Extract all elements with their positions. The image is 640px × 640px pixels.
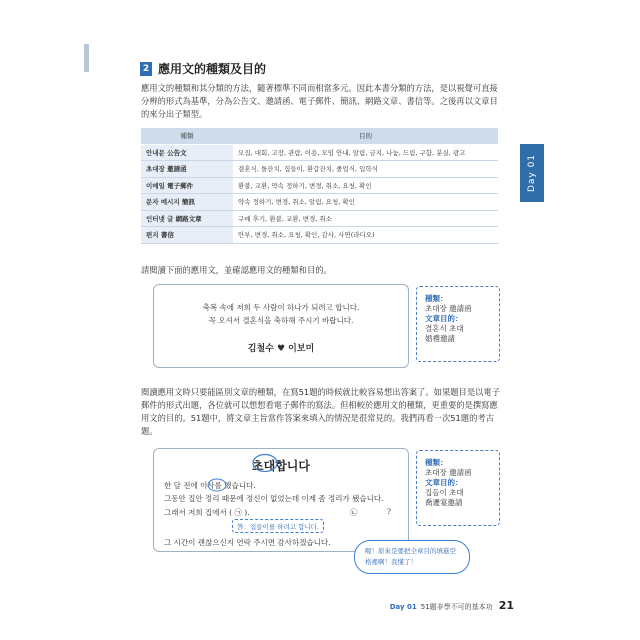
example2-blank-mark-2: ㉡ (350, 508, 358, 517)
example1-card (153, 284, 409, 368)
table-header-row (141, 128, 498, 144)
annotation-type-label: 種類： (425, 294, 448, 303)
speech-bubble: 喔！原來是要把全章目的填進空格裡啊！我懂了！ (354, 540, 470, 574)
line1-circle-mark (207, 478, 227, 492)
page-margin-mark (84, 44, 89, 72)
example2-line2: 그동안 집안 정리 때문에 정신이 없었는데 이제 좀 정리가 됐습니다. (164, 494, 384, 503)
section-title: 應用文的種類及目的 (158, 62, 267, 76)
example2-annotation (416, 450, 500, 526)
table-row (141, 210, 498, 227)
footer-text: 51題非學不可的基本功 (420, 603, 493, 611)
annotation-purpose-value-zh: 喬遷宴邀請 (425, 498, 463, 507)
example2-card (153, 448, 409, 552)
annotation-purpose-label: 文章目的： (425, 478, 463, 487)
title-circle-mark (252, 453, 278, 473)
section-number: 2 (140, 62, 152, 76)
annotation-purpose-value-zh: 婚禮邀請 (425, 334, 455, 343)
page-footer (390, 599, 514, 612)
table-cell-type: 초대장 邀請函 (141, 161, 233, 178)
table-cell-type: 편지 書信 (141, 227, 233, 244)
annotation-purpose-value-ko: 결혼식 초대 (425, 324, 464, 333)
table-row (141, 144, 498, 161)
example2-title: 초대합니다 (252, 459, 310, 473)
annotation-type-value: 초대장 邀請函 (425, 468, 472, 477)
section-heading (140, 60, 266, 77)
day-tab (520, 144, 544, 202)
example1-line1: 축복 속에 저희 두 사람이 하나가 되려고 합니다. (202, 303, 360, 312)
table-cell-purpose: 안부, 변경, 취소, 요청, 확인, 감사, 사연(라디오) (233, 227, 498, 244)
table-cell-purpose: 모집, 대회, 고장, 관람, 이용, 모임 안내, 알림, 금지, 나눔, 드림, 구함, 분실, 광고 (233, 144, 498, 161)
table-cell-type: 이메일 電子郵件 (141, 177, 233, 194)
annotation-type-value: 초대장 邀請函 (425, 304, 472, 313)
table-cell-type: 문자 메시지 簡訊 (141, 194, 233, 211)
page-number: 21 (498, 599, 514, 612)
table-row (141, 227, 498, 244)
day-tab-label: Day 01 (527, 153, 537, 193)
example2-blank-mark-3: ? (387, 507, 392, 516)
example2-line4: 그 시간이 괜찮으신지 연락 주시면 감사하겠습니다. (164, 538, 331, 547)
table-cell-purpose: 약속 정하기, 변경, 취소, 알림, 요청, 확인 (233, 194, 498, 211)
table-cell-type: 안내문 公告文 (141, 144, 233, 161)
annotation-type-label: 種類： (425, 458, 448, 467)
table-header-purpose: 目的 (233, 128, 498, 144)
table-cell-purpose: 결혼식, 돌잔치, 집들이, 환갑잔치, 졸업식, 입학식 (233, 161, 498, 178)
answer-note: 答：집들이를 하려고 합니다. (232, 519, 324, 533)
prompt-1: 請閱讀下面的應用文，並確認應用文的種類和目的。 (141, 265, 332, 275)
table-row (141, 194, 498, 211)
types-table (141, 128, 498, 244)
example2-line1: 한 달 전에 이사를 했습니다. (164, 481, 256, 490)
table-cell-purpose: 환불, 교환, 약속 정하기, 변경, 취소, 요청, 확인 (233, 177, 498, 194)
table-row (141, 177, 498, 194)
footer-day: Day 01 (389, 603, 417, 611)
table-cell-type: 인터넷 글 網路文章 (141, 210, 233, 227)
annotation-purpose-label: 文章目的： (425, 314, 463, 323)
example2-line3: 그래서 저희 집에서 ( ㉠ ). (164, 508, 250, 517)
table-header-type: 種類 (141, 128, 233, 144)
table-cell-purpose: 구매 후기, 환불, 교환, 변경, 취소 (233, 210, 498, 227)
example1-line2: 꼭 오셔서 결혼식을 축하해 주시기 바랍니다. (208, 316, 354, 325)
table-row (141, 161, 498, 178)
paragraph-2: 閱讀應用文時只要能區別文章的種類，在寫51題的時候就比較容易想出答案了。如果題目是以電子郵件的形式出題，各位就可以想想看電子郵件的寫法。但相較於應用文的種類，更重要的是撰寫應用文的目的。51題中，將文章主旨當作答案來填入的情況是很常見的。我們再看一次51題的考古題。 (141, 387, 501, 436)
intro-paragraph: 應用文的種類和其分類的方法，隨著標準不同而相當多元。因此本書分類的方法，是以視覺可直接分辨的形式為基準，分為公告文、邀請函、電子郵件、簡訊、網路文章、書信等。之後再以文章目的來分出子類型。 (141, 83, 498, 119)
example1-annotation (416, 286, 500, 362)
example1-signature: 김철수 ♥ 이보미 (247, 344, 315, 354)
annotation-purpose-value-ko: 집들이 초대 (425, 488, 464, 497)
